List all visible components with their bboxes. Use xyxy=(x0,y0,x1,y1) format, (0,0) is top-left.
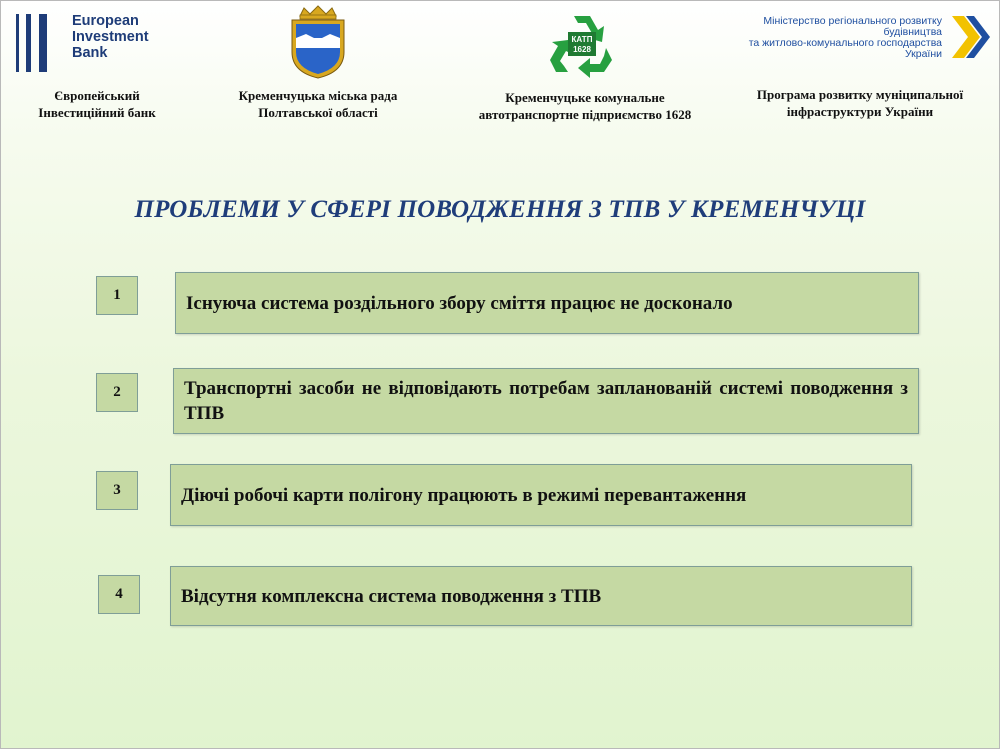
recycle-icon xyxy=(546,10,618,78)
eib-caption xyxy=(2,87,192,121)
slide-title: ПРОБЛЕМИ У СФЕРІ ПОВОДЖЕННЯ З ТПВ У КРЕМЕНЧУЦІ xyxy=(134,196,866,223)
problem-box-4 xyxy=(170,566,912,626)
problem-text-4: Відсутня комплексна система поводження з ТПВ xyxy=(181,585,602,607)
eib-logo-line-3: Bank xyxy=(72,45,108,61)
katp-recycle-logo xyxy=(546,10,618,78)
eib-bars-icon xyxy=(14,12,54,74)
eib-caption-line-2: Інвестиційний банк xyxy=(38,105,156,120)
ministry-logo-line-4: України xyxy=(904,48,942,60)
problem-number-3: 3 xyxy=(96,471,138,510)
city-caption-line-1: Кременчуцька міська рада xyxy=(238,88,398,103)
program-caption xyxy=(728,86,992,120)
problem-box-1 xyxy=(175,272,919,334)
ministry-chevron-icon xyxy=(950,14,990,60)
city-coat-of-arms xyxy=(286,4,350,80)
katp-caption xyxy=(446,89,724,123)
katp-caption-line-1: Кременчуцьке комунальне xyxy=(505,90,665,105)
city-caption xyxy=(212,87,424,121)
program-caption-line-2: інфраструктури України xyxy=(786,104,934,119)
problem-box-2 xyxy=(173,368,919,434)
ministry-logo-line-2: будівництва xyxy=(883,26,942,38)
program-caption-line-1: Програма розвитку муніципальної xyxy=(756,87,964,102)
eib-logo-line-2: Investment xyxy=(72,29,149,45)
ministry-logo xyxy=(748,14,992,66)
ministry-logo-line-1: Міністерство регіонального розвитку xyxy=(763,15,942,27)
katp-caption-line-2: автотранспортне підприємство 1628 xyxy=(478,107,692,122)
eib-logo-line-1: European xyxy=(72,13,139,29)
city-caption-line-2: Полтавської області xyxy=(258,105,378,120)
problem-text-2: Транспортні засоби не відповідають потребам запланованій системі поводження з ТПВ xyxy=(184,378,908,424)
problem-number-4: 4 xyxy=(98,575,140,614)
katp-logo-line-2: 1628 xyxy=(573,45,591,54)
problem-text-3: Діючі робочі карти полігону працюють в режимі перевантаження xyxy=(181,484,747,506)
problem-box-3 xyxy=(170,464,912,526)
ministry-logo-line-3: та житлово-комунального господарства xyxy=(748,37,942,49)
coat-of-arms-icon xyxy=(286,4,350,80)
problem-number-1: 1 xyxy=(96,276,138,315)
eib-logo xyxy=(14,12,164,76)
eib-caption-line-1: Європейський xyxy=(54,88,140,103)
problem-text-1: Існуюча система роздільного збору сміття працює не досконало xyxy=(186,292,733,314)
problem-number-2: 2 xyxy=(96,373,138,412)
katp-logo-line-1: КАТП xyxy=(571,35,593,44)
